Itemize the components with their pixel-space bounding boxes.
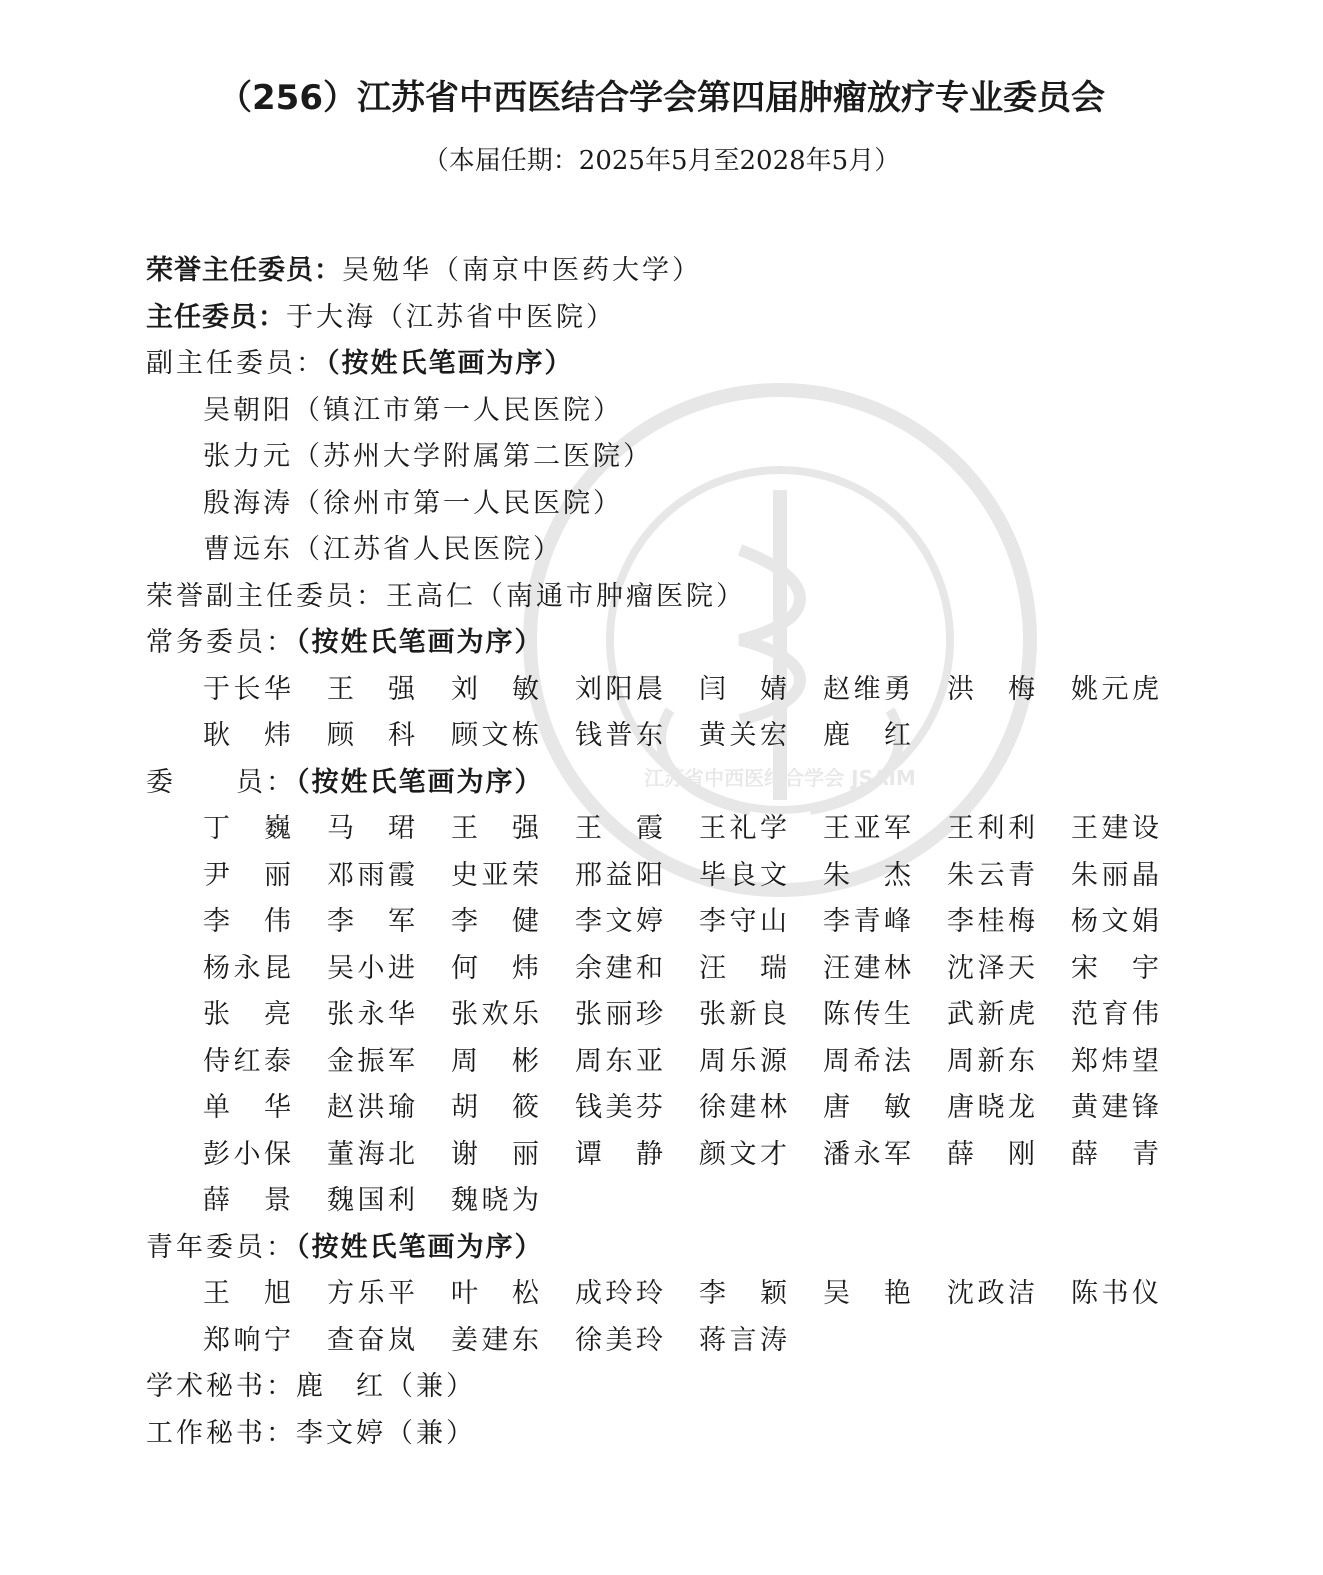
deputy-member: 吴朝阳（镇江市第一人民医院） xyxy=(203,394,623,426)
member-name-cell xyxy=(699,1085,823,1132)
member-name: 邢益阳 xyxy=(575,859,663,891)
member-name-cell xyxy=(947,1039,1071,1086)
member-name: 吴小进 xyxy=(327,952,415,984)
member-name-cell xyxy=(947,667,1071,714)
standing-heading xyxy=(146,620,1206,667)
member-name: 王礼学 xyxy=(699,813,787,844)
youth-members xyxy=(146,1271,1206,1364)
member-name: 薛 景 xyxy=(203,1185,291,1216)
member-name-cell xyxy=(451,1271,575,1318)
member-name-cell xyxy=(575,946,699,993)
member-name-cell xyxy=(327,1085,451,1132)
member-name: 查奋岚 xyxy=(327,1324,415,1356)
work-secretary-line xyxy=(146,1411,1206,1458)
member-name: 单 华 xyxy=(203,1092,291,1123)
members-label: 委 员： xyxy=(146,766,296,798)
member-name: 钱美芬 xyxy=(575,1092,663,1123)
member-name-cell xyxy=(699,853,823,900)
member-name-cell xyxy=(699,667,823,714)
page-title: （256）江苏省中西医结合学会第四届肿瘤放疗专业委员会 xyxy=(218,78,1105,118)
youth-label: 青年委员： xyxy=(146,1231,296,1263)
member-name-cell xyxy=(947,806,1071,853)
name-row xyxy=(146,853,1206,900)
member-name: 魏国利 xyxy=(327,1185,415,1216)
member-name: 赵维勇 xyxy=(823,673,911,705)
member-name: 洪 梅 xyxy=(947,673,1035,705)
member-name-cell xyxy=(203,992,327,1039)
member-name: 宋 宇 xyxy=(1071,952,1159,984)
member-name: 郑响宁 xyxy=(203,1324,291,1356)
member-name: 李青峰 xyxy=(823,906,911,937)
member-name-cell xyxy=(947,853,1071,900)
member-name-cell xyxy=(327,1178,451,1225)
member-name-cell xyxy=(575,667,699,714)
committee-members xyxy=(146,806,1206,1225)
deputy-label: 副主任委员： xyxy=(146,348,326,379)
member-name-cell xyxy=(451,667,575,714)
name-row xyxy=(146,1132,1206,1179)
member-name: 吴 艳 xyxy=(823,1278,911,1309)
member-name: 杨文娟 xyxy=(1071,906,1159,937)
member-name-cell xyxy=(575,806,699,853)
member-name-cell xyxy=(327,853,451,900)
deputy-heading xyxy=(146,341,1206,388)
member-name: 蒋言涛 xyxy=(699,1324,787,1356)
member-name-cell xyxy=(1071,1039,1195,1086)
member-name-cell xyxy=(1071,1271,1195,1318)
member-name-cell xyxy=(451,1132,575,1179)
member-name-cell xyxy=(451,1178,575,1225)
member-name-cell xyxy=(699,992,823,1039)
member-name-cell xyxy=(203,1271,327,1318)
member-name-cell xyxy=(327,992,451,1039)
member-name: 丁 巍 xyxy=(203,813,291,844)
member-name-cell xyxy=(699,806,823,853)
member-name: 汪建林 xyxy=(823,952,911,984)
member-name-cell xyxy=(699,1318,823,1365)
member-name: 杨永昆 xyxy=(203,952,291,984)
member-name-cell xyxy=(203,899,327,946)
member-name: 李 伟 xyxy=(203,906,291,937)
member-name: 张 亮 xyxy=(203,999,291,1030)
name-row xyxy=(146,1085,1206,1132)
deputy-member: 殷海涛（徐州市第一人民医院） xyxy=(203,487,623,519)
member-name: 谭 静 xyxy=(575,1138,663,1170)
member-name-cell xyxy=(203,1039,327,1086)
member-name-cell xyxy=(947,1132,1071,1179)
member-name: 顾文栋 xyxy=(451,720,539,751)
member-name: 余建和 xyxy=(575,952,663,984)
member-name-cell xyxy=(1071,899,1195,946)
member-name: 刘 敏 xyxy=(451,673,539,705)
member-name: 耿 炜 xyxy=(203,720,291,751)
member-name-cell xyxy=(203,1085,327,1132)
member-name-cell xyxy=(203,1178,327,1225)
honorary-deputy-line xyxy=(146,574,1206,621)
member-name: 徐建林 xyxy=(699,1092,787,1123)
member-name: 魏晓为 xyxy=(451,1185,539,1216)
member-name-cell xyxy=(203,713,327,760)
member-name-cell xyxy=(947,1271,1071,1318)
member-name: 张欢乐 xyxy=(451,999,539,1030)
member-name: 李 军 xyxy=(327,906,415,937)
member-name: 郑炜望 xyxy=(1071,1045,1159,1077)
member-name: 周 彬 xyxy=(451,1045,539,1077)
member-name-cell xyxy=(823,853,947,900)
member-name: 王 旭 xyxy=(203,1278,291,1309)
member-name: 王 强 xyxy=(327,673,415,705)
member-name: 陈书仪 xyxy=(1071,1278,1159,1309)
member-name: 李文婷 xyxy=(575,906,663,937)
member-name-cell xyxy=(203,1318,327,1365)
name-row xyxy=(146,1318,1206,1365)
member-name-cell xyxy=(823,1039,947,1086)
member-name: 唐晓龙 xyxy=(947,1092,1035,1123)
member-name-cell xyxy=(451,1318,575,1365)
academic-secretary-label: 学术秘书： xyxy=(146,1371,296,1402)
member-name-cell xyxy=(575,1318,699,1365)
member-name-cell xyxy=(327,667,451,714)
name-row xyxy=(146,1178,1206,1225)
member-name: 马 珺 xyxy=(327,813,415,844)
member-name-cell xyxy=(823,667,947,714)
member-name: 李 颖 xyxy=(699,1278,787,1309)
member-name: 周新东 xyxy=(947,1045,1035,1077)
member-name: 王建设 xyxy=(1071,813,1159,844)
member-name: 金振军 xyxy=(327,1045,415,1077)
member-name: 王 强 xyxy=(451,813,539,844)
director-value: 于大海（江苏省中医院） xyxy=(286,301,616,333)
member-name: 周希法 xyxy=(823,1045,911,1077)
member-name: 朱丽晶 xyxy=(1071,859,1159,891)
member-name: 范育伟 xyxy=(1071,999,1159,1030)
youth-heading xyxy=(146,1225,1206,1272)
member-name-cell xyxy=(327,1132,451,1179)
member-name: 王 霞 xyxy=(575,813,663,844)
academic-secretary-value: 鹿 红（兼） xyxy=(296,1371,476,1402)
director-label: 主任委员： xyxy=(146,301,286,333)
deputy-note: （按姓氏笔画为序） xyxy=(326,348,574,379)
member-name-cell xyxy=(327,946,451,993)
member-name-cell xyxy=(1071,992,1195,1039)
member-name: 李守山 xyxy=(699,906,787,937)
member-name-cell xyxy=(1071,667,1195,714)
name-row xyxy=(146,1039,1206,1086)
member-name-cell xyxy=(327,1318,451,1365)
member-name-cell xyxy=(1071,946,1195,993)
youth-note: （按姓氏笔画为序） xyxy=(296,1231,544,1263)
member-name: 钱普东 xyxy=(575,720,663,751)
member-name-cell xyxy=(451,713,575,760)
standing-note: （按姓氏笔画为序） xyxy=(296,627,544,658)
member-name-cell xyxy=(327,806,451,853)
member-name: 李 健 xyxy=(451,906,539,937)
member-name: 颜文才 xyxy=(699,1138,787,1170)
honorary-director-value: 吴勉华（南京中医药大学） xyxy=(342,255,702,286)
member-name: 王亚军 xyxy=(823,813,911,844)
member-name-cell xyxy=(451,992,575,1039)
member-name-cell xyxy=(451,853,575,900)
member-name: 方乐平 xyxy=(327,1278,415,1309)
director-line xyxy=(146,295,1206,342)
honorary-deputy-value: 王高仁（南通市肿瘤医院） xyxy=(386,580,746,612)
member-name: 陈传生 xyxy=(823,999,911,1030)
name-row xyxy=(146,667,1206,714)
member-name-cell xyxy=(1071,853,1195,900)
member-name-cell xyxy=(451,899,575,946)
member-name-cell xyxy=(203,667,327,714)
member-name-cell xyxy=(203,853,327,900)
name-row xyxy=(146,946,1206,993)
member-name-cell xyxy=(203,946,327,993)
deputy-member: 曹远东（江苏省人民医院） xyxy=(203,534,563,565)
member-name-cell xyxy=(327,899,451,946)
member-name: 叶 松 xyxy=(451,1278,539,1309)
member-name: 薛 青 xyxy=(1071,1138,1159,1170)
member-name: 汪 瑞 xyxy=(699,952,787,984)
member-name-cell xyxy=(823,946,947,993)
name-row xyxy=(146,1271,1206,1318)
member-name: 鹿 红 xyxy=(823,720,911,751)
member-name-cell xyxy=(823,899,947,946)
member-name: 薛 刚 xyxy=(947,1138,1035,1170)
member-name-cell xyxy=(203,1132,327,1179)
member-name: 唐 敏 xyxy=(823,1092,911,1123)
member-name-cell xyxy=(699,1271,823,1318)
member-name: 尹 丽 xyxy=(203,859,291,891)
member-name-cell xyxy=(699,713,823,760)
member-name-cell xyxy=(947,1085,1071,1132)
member-name: 黄关宏 xyxy=(699,720,787,751)
member-name: 顾 科 xyxy=(327,720,415,751)
member-name: 沈泽天 xyxy=(947,952,1035,984)
member-name: 李桂梅 xyxy=(947,906,1035,937)
member-name-cell xyxy=(947,946,1071,993)
member-name-cell xyxy=(823,1271,947,1318)
member-name-cell xyxy=(823,713,947,760)
name-row xyxy=(146,992,1206,1039)
member-name-cell xyxy=(575,853,699,900)
member-name-cell xyxy=(575,1085,699,1132)
member-name-cell xyxy=(823,1085,947,1132)
member-name-cell xyxy=(451,946,575,993)
svg-text:江苏省中西医结合学会 JSAIM: 江苏省中西医结合学会 JSAIM xyxy=(644,766,916,790)
name-row xyxy=(146,806,1206,853)
member-name: 谢 丽 xyxy=(451,1138,539,1170)
member-name-cell xyxy=(699,1132,823,1179)
member-name-cell xyxy=(823,1132,947,1179)
member-name: 周乐源 xyxy=(699,1045,787,1077)
term-period: （本届任期：2025年5月至2028年5月） xyxy=(422,146,901,176)
deputy-member: 张力元（苏州大学附属第二医院） xyxy=(203,441,653,472)
standing-members xyxy=(146,667,1206,760)
member-name-cell xyxy=(575,1132,699,1179)
member-name-cell xyxy=(1071,806,1195,853)
academic-secretary-line xyxy=(146,1364,1206,1411)
member-name-cell xyxy=(947,992,1071,1039)
member-name: 姚元虎 xyxy=(1071,673,1159,705)
member-name-cell xyxy=(451,1039,575,1086)
member-name: 闫 婧 xyxy=(699,673,787,705)
members-heading xyxy=(146,760,1206,807)
member-name: 彭小保 xyxy=(203,1138,291,1170)
member-name-cell xyxy=(575,992,699,1039)
member-name: 武新虎 xyxy=(947,999,1035,1030)
member-name: 董海北 xyxy=(327,1138,415,1170)
member-name-cell xyxy=(575,1039,699,1086)
member-name-cell xyxy=(699,899,823,946)
member-name: 史亚荣 xyxy=(451,859,539,891)
member-name-cell xyxy=(823,992,947,1039)
member-name-cell xyxy=(575,899,699,946)
member-name: 何 炜 xyxy=(451,952,539,984)
member-name-cell xyxy=(451,1085,575,1132)
name-row xyxy=(146,899,1206,946)
member-name-cell xyxy=(327,1039,451,1086)
member-name-cell xyxy=(575,1271,699,1318)
member-name-cell xyxy=(451,806,575,853)
member-name-cell xyxy=(699,1039,823,1086)
member-name: 于长华 xyxy=(203,673,291,705)
member-name: 张新良 xyxy=(699,999,787,1030)
member-name-cell xyxy=(575,713,699,760)
member-name-cell xyxy=(1071,1085,1195,1132)
member-name: 朱云青 xyxy=(947,859,1035,891)
standing-label: 常务委员： xyxy=(146,627,296,658)
member-name-cell xyxy=(1071,1132,1195,1179)
member-name-cell xyxy=(327,1271,451,1318)
member-name: 张丽珍 xyxy=(575,999,663,1030)
member-name: 朱 杰 xyxy=(823,859,911,891)
member-name: 潘永军 xyxy=(823,1138,911,1170)
member-name: 徐美玲 xyxy=(575,1324,663,1356)
member-name: 沈政洁 xyxy=(947,1278,1035,1309)
committee-roster xyxy=(146,248,1206,1457)
member-name: 黄建锋 xyxy=(1071,1092,1159,1123)
member-name-cell xyxy=(947,899,1071,946)
member-name: 侍红泰 xyxy=(203,1045,291,1077)
member-name: 毕良文 xyxy=(699,859,787,891)
member-name-cell xyxy=(823,806,947,853)
work-secretary-label: 工作秘书： xyxy=(146,1417,296,1449)
name-row xyxy=(146,713,1206,760)
member-name: 成玲玲 xyxy=(575,1278,663,1309)
member-name-cell xyxy=(699,946,823,993)
member-name: 赵洪瑜 xyxy=(327,1092,415,1123)
member-name-cell xyxy=(203,806,327,853)
member-name: 刘阳晨 xyxy=(575,673,663,705)
member-name: 张永华 xyxy=(327,999,415,1030)
member-name: 姜建东 xyxy=(451,1324,539,1356)
member-name: 王利利 xyxy=(947,813,1035,844)
member-name-cell xyxy=(327,713,451,760)
member-name: 周东亚 xyxy=(575,1045,663,1077)
honorary-deputy-label: 荣誉副主任委员： xyxy=(146,580,386,612)
members-note: （按姓氏笔画为序） xyxy=(296,766,544,798)
honorary-director-label: 荣誉主任委员： xyxy=(146,255,342,286)
honorary-director-line xyxy=(146,248,1206,295)
member-name: 邓雨霞 xyxy=(327,859,415,891)
work-secretary-value: 李文婷（兼） xyxy=(296,1417,476,1449)
member-name: 胡 筱 xyxy=(451,1092,539,1123)
